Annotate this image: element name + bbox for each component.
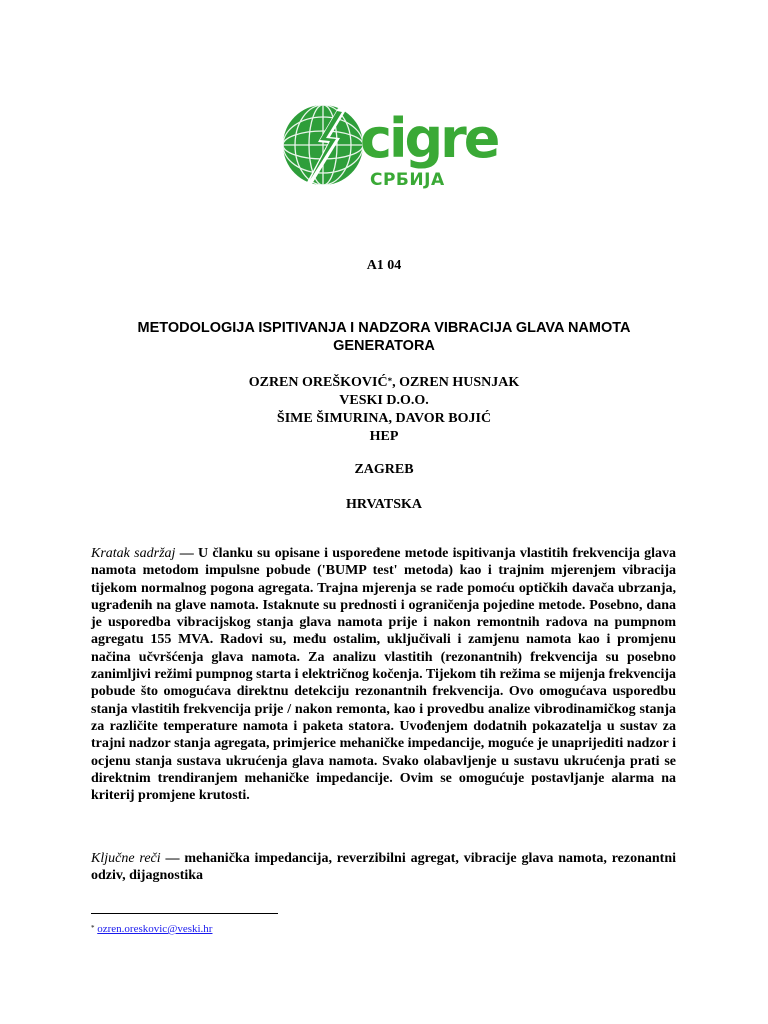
author-footnote-mark: * bbox=[387, 376, 393, 386]
cigre-logo bbox=[280, 100, 498, 192]
footnote-divider bbox=[91, 913, 278, 914]
paper-title-line1: METODOLOGIJA ISPITIVANJA I NADZORA VIBRACIJA GLAVA NAMOTA bbox=[137, 320, 631, 336]
author-name-first: OZREN OREŠKOVIĆ bbox=[248, 375, 388, 390]
affiliation-1: VESKI D.O.O. bbox=[339, 393, 429, 408]
globe-lightning-icon bbox=[280, 102, 366, 188]
footnote-mark: * bbox=[91, 924, 95, 932]
logo-wordmark: cigre bbox=[360, 107, 498, 170]
keywords-text: mehanička impedancija, reverzibilni agregat, vibracije glava namota, rezonantni odziv, dijagnostika bbox=[91, 851, 676, 884]
country: HRVATSKA bbox=[345, 497, 422, 512]
paper-title bbox=[100, 319, 668, 355]
email-link[interactable]: ozren.oreskovic@veski.hr bbox=[97, 923, 213, 935]
city: ZAGREB bbox=[354, 462, 414, 477]
keywords-label: Ključne reči bbox=[91, 851, 161, 866]
footnote bbox=[91, 922, 212, 936]
author-name-rest: , OZREN HUSNJAK bbox=[392, 375, 520, 390]
author-block bbox=[0, 374, 768, 446]
keywords-dash: — bbox=[160, 851, 185, 866]
logo-subtitle: СРБИЈА bbox=[370, 170, 445, 190]
paper-title-line2: GENERATORA bbox=[333, 338, 435, 354]
author-line-2: ŠIME ŠIMURINA, DAVOR BOJIĆ bbox=[276, 411, 492, 426]
abstract-dash: — bbox=[175, 546, 199, 561]
abstract-text: U članku su opisane i uspoređene metode ispitivanja vlastitih frekvencija glava namota metodom impulsne pobude ('BUMP test' metoda) kao i trajnim mjerenjem vibracija tijekom normalnog pogona agregata. Trajna mjerenja se rade pomoću optičkih davača ubrzanja, ugrađenih na glave namota. Istaknute su prednosti i ograničenja pojedine metode. Posebno, dana je usporedba vibracijskog stanja glava namota prije i nakon remontnih radova na pumpnom agregatu 155 MVA. Radovi su, među ostalim, uključivali i zamjenu namota kao i promjenu načina učvršćenja glava namota. Za analizu vlastitih (rezonantnih) frekvencija su posebno zanimljivi režimi pumpnog starta i električnog kočenja. Tijekom tih režima se mijenja frekvencija pobude što omogućava direktnu detekciju rezonantnih frekvencija. Ovo omogućava usporedbu stanja vlastitih frekvencija prije / nakon remonta, kao i provedbu analize vibrodinamičkog stanja za različite temperature namota i paketa statora. Uvođenjem dodatnih pokazatelja u sustav za trajni nadzor stanja agregata, primjerice mehaničke impedancije, moguće je unaprijediti nadzor i ocjenu stanja sustava ukrućenja glava namota. Svako olabavljenje u sustavu ukrućenja prati se direktnim trendiranjem mehaničke impedancije. Ovim se omogućuje postavljanje alarma na kriterij promjene krutosti. bbox=[91, 546, 677, 804]
abstract-label: Kratak sadržaj bbox=[91, 546, 176, 561]
abstract bbox=[91, 545, 676, 804]
affiliation-2: HEP bbox=[369, 429, 399, 444]
keywords bbox=[91, 850, 676, 885]
author-line-1 bbox=[0, 374, 768, 392]
paper-code: A1 04 bbox=[366, 258, 402, 273]
